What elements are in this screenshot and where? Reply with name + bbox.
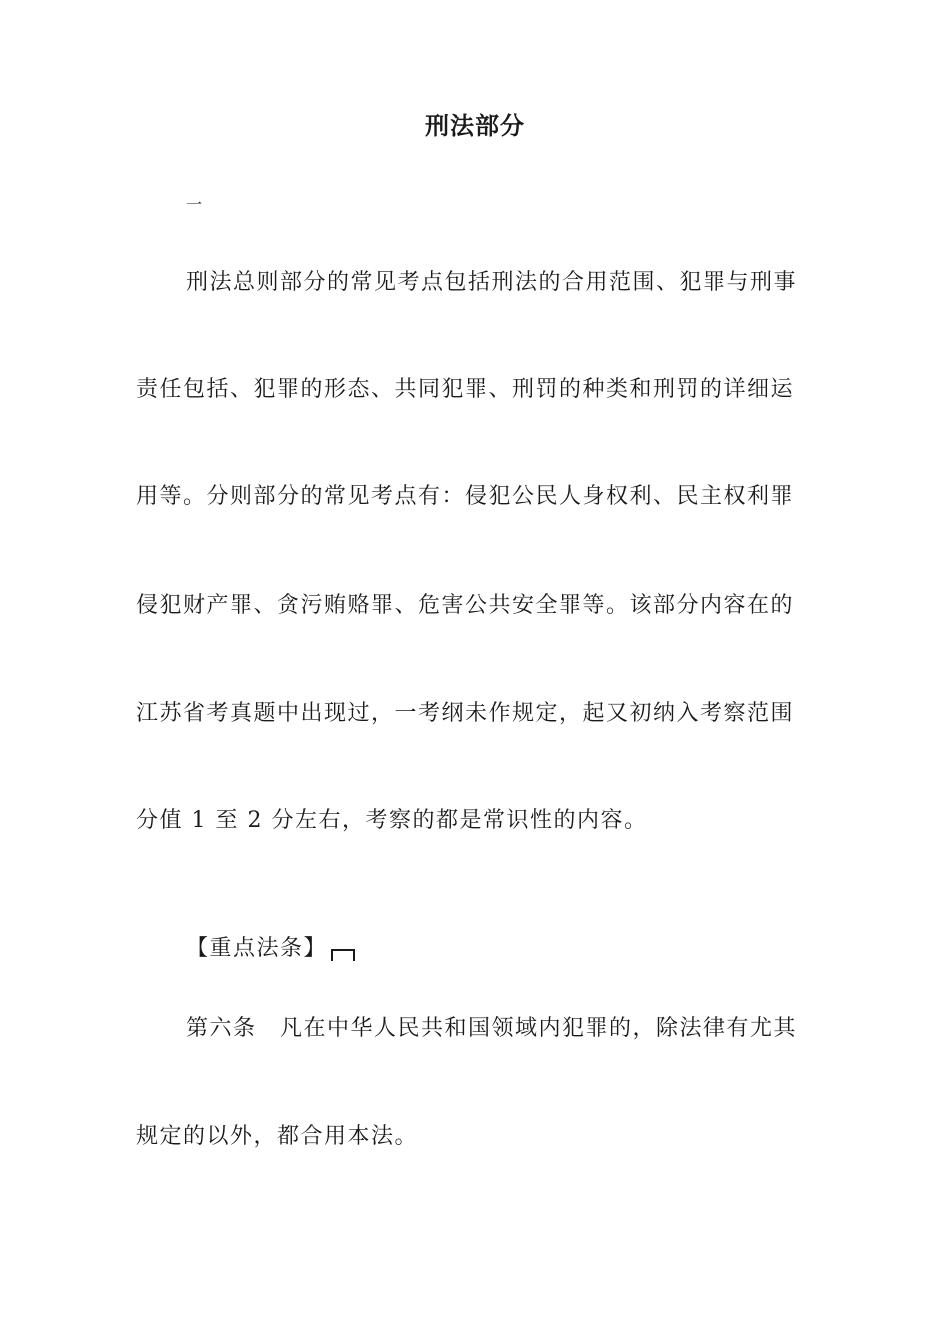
intro-line: 刑法总则部分的常见考点包括刑法的合用范围、犯罪与刑事 — [186, 270, 798, 295]
key-articles-heading: 【重点法条】 — [186, 936, 328, 961]
key-articles-heading-row — [186, 934, 355, 964]
bracket-box-icon — [331, 949, 355, 961]
intro-line: 责任包括、犯罪的形态、共同犯罪、刑罚的种类和刑罚的详细运 — [136, 377, 795, 402]
intro-line: 侵犯财产罪、贪污贿赂罪、危害公共安全罪等。该部分内容在的 — [136, 593, 795, 618]
page-title: 刑法部分 — [425, 112, 525, 140]
article-line: 第六条 凡在中华人民共和国领域内犯罪的，除法律有尤其 — [186, 1016, 798, 1041]
intro-line: 江苏省考真题中出现过，一考纲未作规定，起又初纳入考察范围 — [136, 701, 795, 726]
intro-line: 分值 1 至 2 分左右，考察的都是常识性的内容。 — [136, 808, 648, 833]
article-line: 规定的以外，都合用本法。 — [136, 1124, 419, 1149]
intro-line: 用等。分则部分的常见考点有：侵犯公民人身权利、民主权利罪 — [136, 484, 795, 509]
section-marker: 一 — [186, 195, 203, 214]
